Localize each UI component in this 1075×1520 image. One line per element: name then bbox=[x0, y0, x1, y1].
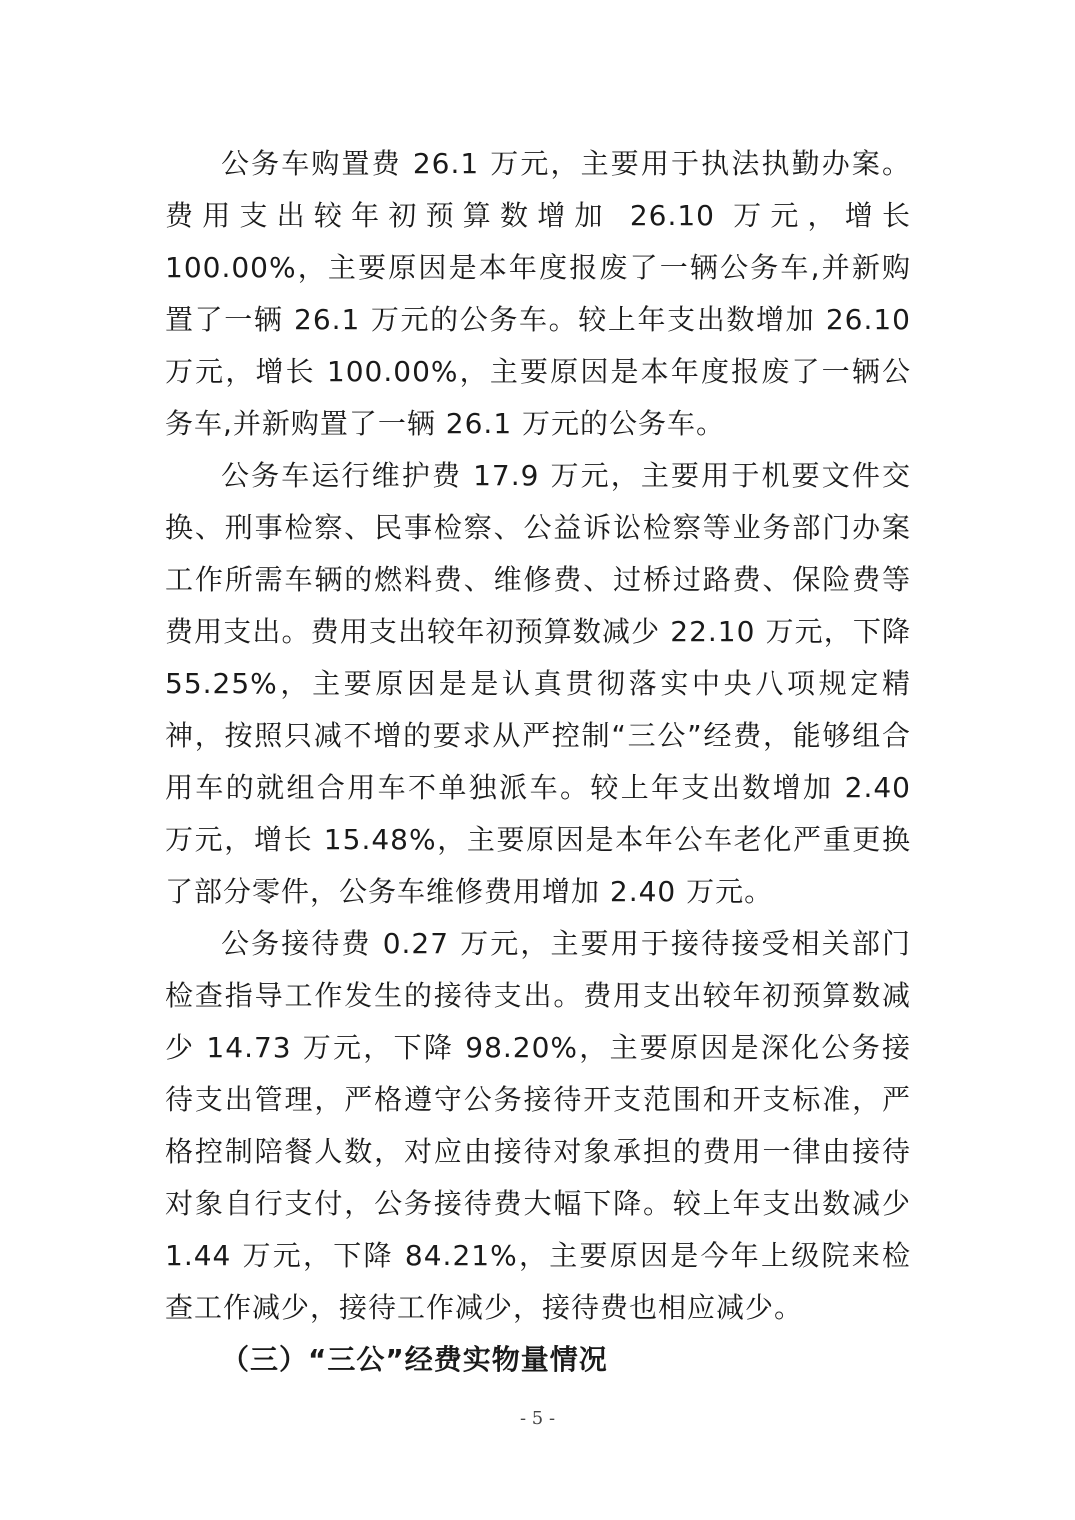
page-number: - 5 - bbox=[519, 1408, 556, 1429]
paragraph-vehicle-purchase: 公务车购置费 26.1 万元，主要用于执法执勤办案。费用支出较年初预算数增加 26.10 万元，增长 100.00%，主要原因是本年度报废了一辆公务车,并新购置了一辆 26.1 万元的公务车。较上年支出数增加 26.10 万元，增长 100.00%，主要原因是本年度报废了一辆公务车,并新购置了一辆 26.1 万元的公务车。 bbox=[165, 147, 911, 440]
document-body bbox=[165, 138, 911, 1386]
paragraph-reception-expenses: 公务接待费 0.27 万元，主要用于接待接受相关部门检查指导工作发生的接待支出。费用支出较年初预算数减少 14.73 万元，下降 98.20%，主要原因是深化公务接待支出管理，严格遵守公务接待开支范围和开支标准，严格控制陪餐人数，对应由接待对象承担的费用一律由接待对象自行支付，公务接待费大幅下降。较上年支出数减少 1.44 万元，下降 84.21%，主要原因是今年上级院来检查工作减少，接待工作减少，接待费也相应减少。 bbox=[165, 927, 911, 1324]
paragraph-vehicle-maintenance: 公务车运行维护费 17.9 万元，主要用于机要文件交换、刑事检察、民事检察、公益诉讼检察等业务部门办案工作所需车辆的燃料费、维修费、过桥过路费、保险费等费用支出。费用支出较年初预算数减少 22.10 万元，下降 55.25%，主要原因是是认真贯彻落实中央八项规定精神，按照只减不增的要求从严控制“三公”经费，能够组合用车的就组合用车不单独派车。较上年支出数增加 2.40 万元，增长 15.48%，主要原因是本年公车老化严重更换了部分零件，公务车维修费用增加 2.40 万元。 bbox=[165, 459, 911, 908]
section-heading: （三）“三公”经费实物量情况 bbox=[221, 1343, 608, 1376]
